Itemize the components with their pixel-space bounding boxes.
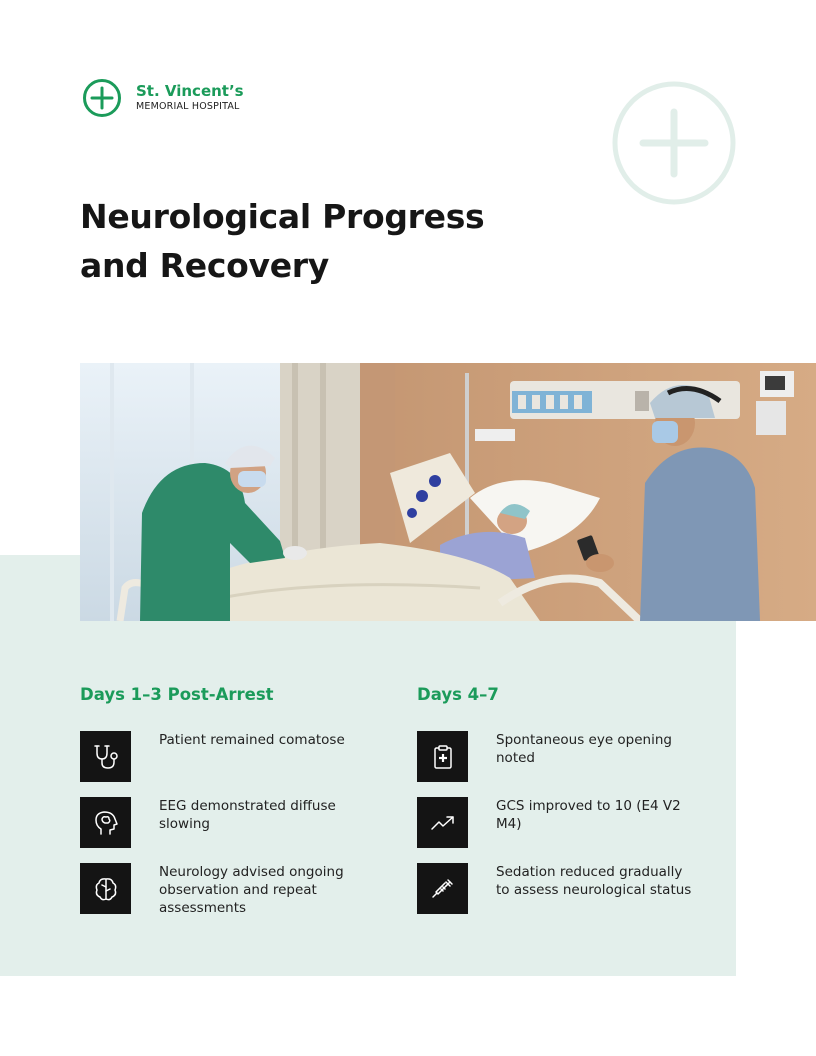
list-item [80,797,380,848]
medical-clipboard-icon [417,731,468,782]
section-days-1-3 [80,684,380,929]
hospital-logo [82,78,244,118]
section-title: Days 4–7 [417,685,499,704]
syringe-icon [417,863,468,914]
head-brain-icon [80,797,131,848]
item-text: EEG demonstrated diffuse slowing [159,798,336,832]
item-text: Patient remained comatose [159,732,345,748]
logo-text [136,83,244,113]
list-item [417,731,717,782]
trend-up-icon [417,797,468,848]
item-text: GCS improved to 10 (E4 V2 M4) [496,798,681,832]
section-days-4-7 [417,684,717,929]
list-item [80,863,380,914]
list-item [417,797,717,848]
section-title: Days 1–3 Post-Arrest [80,685,274,704]
medical-cross-watermark-icon [610,79,738,207]
medical-cross-logo-icon [82,78,122,118]
stethoscope-icon [80,731,131,782]
item-text: Spontaneous eye opening noted [496,732,672,766]
hospital-room-photo [80,363,816,621]
page-title: Neurological Progress and Recovery [80,197,485,285]
item-text: Sedation reduced gradually to assess neurological status [496,864,692,898]
list-item [417,863,717,914]
hospital-subtitle: MEMORIAL HOSPITAL [136,101,240,112]
list-item [80,731,380,782]
brain-icon [80,863,131,914]
item-text: Neurology advised ongoing observation and repeat assessments [159,864,344,916]
hospital-name: St. Vincent’s [136,82,244,100]
